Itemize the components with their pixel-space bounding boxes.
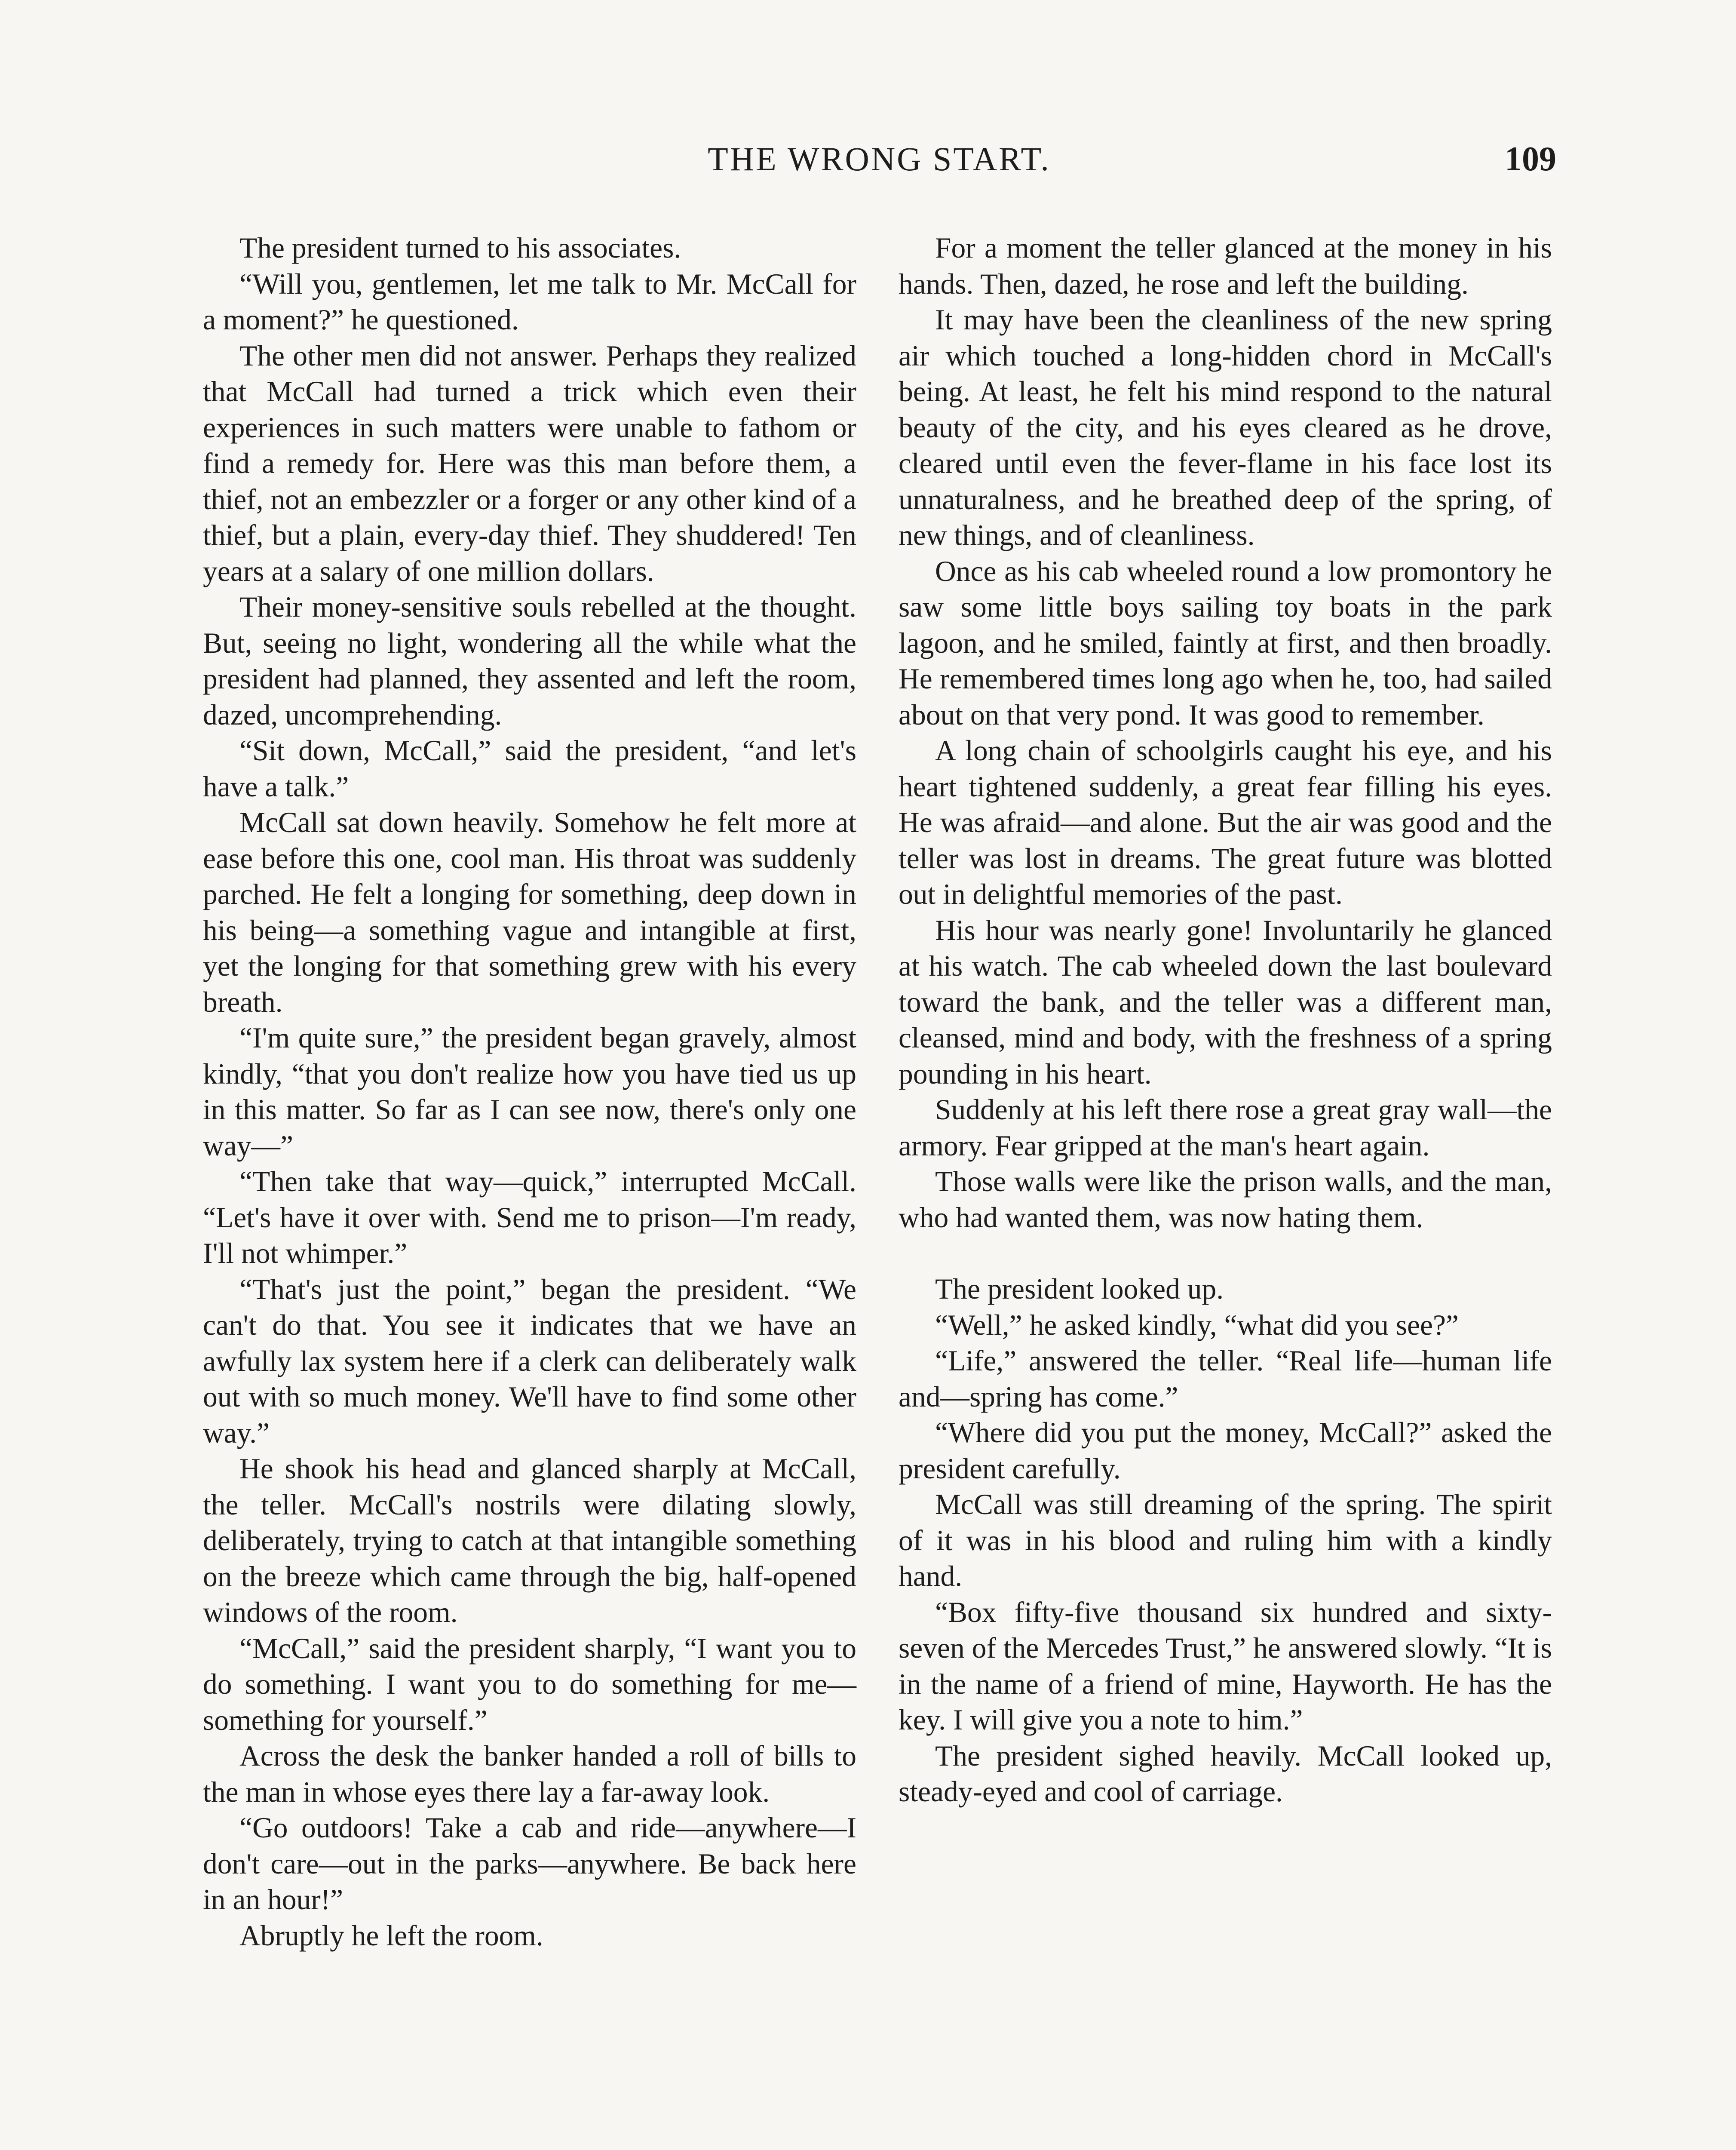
right-column xyxy=(899,230,1552,1810)
paragraph: “Will you, gentlemen, let me talk to Mr. McCall for a moment?” he questioned. xyxy=(203,267,856,336)
left-column xyxy=(203,230,856,1953)
paragraph: Suddenly at his left there rose a great gray wall—the armory. Fear gripped at the man's heart again. xyxy=(899,1093,1552,1162)
paragraph: It may have been the cleanliness of the new spring air which touched a long-hidden chord in McCall's being. At least, he felt his mind respond to the natural beauty of the city, and his eyes cleared as he drove, cleared until even the fever-flame in his face lost its unnaturalness, and he breathed deep of the spring, of new things, and of cleanliness. xyxy=(899,304,1552,551)
running-head: THE WRONG START. xyxy=(708,140,1051,178)
paragraph: The president turned to his associates. xyxy=(239,232,681,264)
paragraph: Once as his cab wheeled round a low promontory he saw some little boys sailing toy boats in the park lagoon, and he smiled, faintly at first, and then broadly. He remembered times long ago when he, too, had sailed about on that very pond. It was good to remember. xyxy=(899,555,1552,731)
paragraph: For a moment the teller glanced at the money in his hands. Then, dazed, he rose and left the building. xyxy=(899,232,1552,300)
paragraph: “I'm quite sure,” the president began gravely, almost kindly, “that you don't realize how you have tied us up in this matter. So far as I can see now, there's only one way—” xyxy=(203,1022,856,1162)
paragraph: “Life,” answered the teller. “Real life—human life and—spring has come.” xyxy=(899,1345,1552,1413)
paragraph: “Sit down, McCall,” said the president, “and let's have a talk.” xyxy=(203,734,856,803)
paragraph: Their money-sensitive souls rebelled at the thought. But, seeing no light, wondering all the while what the president had planned, they assented and left the room, dazed, uncomprehending. xyxy=(203,591,856,731)
paragraph: “Well,” he asked kindly, “what did you see?” xyxy=(935,1308,1459,1341)
paragraph: “Then take that way—quick,” interrupted McCall. “Let's have it over with. Send me to prison—I'm ready, I'll not whimper.” xyxy=(203,1165,856,1269)
page-number: 109 xyxy=(1505,140,1556,178)
paragraph: Those walls were like the prison walls, and the man, who had wanted them, was now hating them. xyxy=(899,1165,1552,1234)
paragraph: McCall sat down heavily. Somehow he felt more at ease before this one, cool man. His throat was suddenly parched. He felt a longing for something, deep down in his being—a something vague and intangible at first, yet the longing for that something grew with his every breath. xyxy=(203,806,856,1018)
paragraph: “Go outdoors! Take a cab and ride—anywhere—I don't care—out in the parks—anywhere. Be back here in an hour!” xyxy=(203,1812,856,1916)
paragraph: He shook his head and glanced sharply at McCall, the teller. McCall's nostrils were dilating slowly, deliberately, trying to catch at that intangible something on the breeze which came through the big, half-opened windows of the room. xyxy=(203,1453,856,1628)
paragraph: McCall was still dreaming of the spring. The spirit of it was in his blood and ruling him with a kindly hand. xyxy=(899,1488,1552,1592)
paragraph: “Box fifty-five thousand six hundred and sixty-seven of the Mercedes Trust,” he answered slowly. “It is in the name of a friend of mine, Hayworth. He has the key. I will give you a note to him.” xyxy=(899,1596,1552,1736)
paragraph: Across the desk the banker handed a roll of bills to the man in whose eyes there lay a far-away look. xyxy=(203,1740,856,1808)
paragraph: The president looked up. xyxy=(935,1273,1224,1305)
paragraph: “McCall,” said the president sharply, “I want you to do something. I want you to do something for me—something for yourself.” xyxy=(203,1632,856,1736)
paragraph: A long chain of schoolgirls caught his eye, and his heart tightened suddenly, a great fear filling his eyes. He was afraid—and alone. But the air was good and the teller was lost in dreams. The great future was blotted out in delightful memories of the past. xyxy=(899,734,1552,910)
paragraph: The other men did not answer. Perhaps they realized that McCall had turned a trick which even their experiences in such matters were unable to fathom or find a remedy for. Here was this man before them, a thief, not an embezzler or a forger or any other kind of a thief, but a plain, every-day thief. They shuddered! Ten years at a salary of one million dollars. xyxy=(203,339,856,587)
paragraph: “That's just the point,” began the president. “We can't do that. You see it indicates that we have an awfully lax system here if a clerk can deliberately walk out with so much money. We'll have to find some other way.” xyxy=(203,1273,856,1449)
paragraph: Abruptly he left the room. xyxy=(239,1919,543,1952)
paragraph: “Where did you put the money, McCall?” asked the president carefully. xyxy=(899,1416,1552,1485)
page-header xyxy=(202,140,1556,196)
paragraph: The president sighed heavily. McCall looked up, steady-eyed and cool of carriage. xyxy=(899,1739,1552,1808)
paragraph: His hour was nearly gone! Involuntarily he glanced at his watch. The cab wheeled down the last boulevard toward the bank, and the teller was a different man, cleansed, mind and body, with the freshness of a spring pounding in his heart. xyxy=(899,914,1552,1090)
